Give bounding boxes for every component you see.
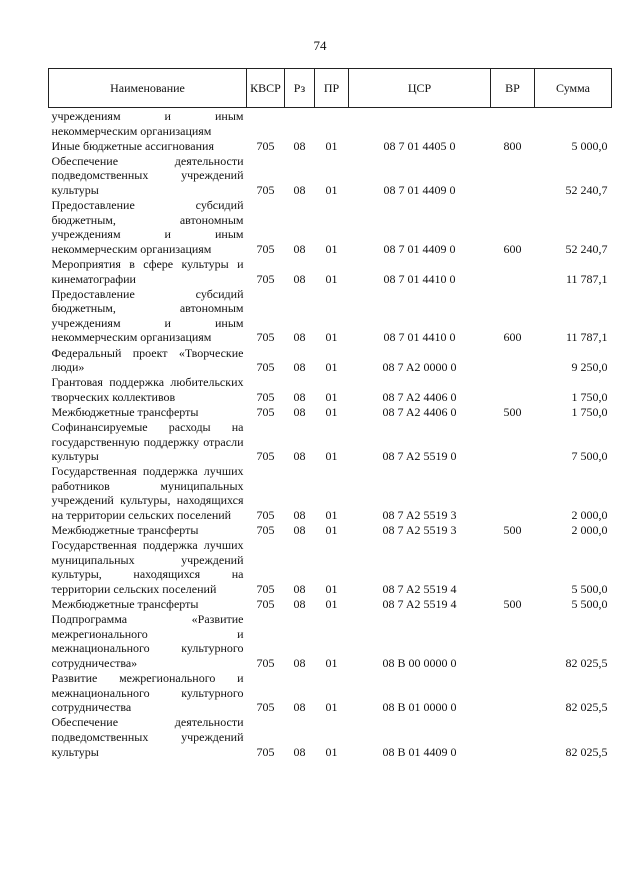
row-kvsr: 705 bbox=[256, 523, 275, 538]
row-pr bbox=[315, 108, 349, 139]
row-name-text: Софинансируемые расходы на государственную поддержку отрасли культуры bbox=[51, 419, 244, 464]
row-kvsr: 705 bbox=[256, 597, 275, 612]
row-sum: 11 787,1 bbox=[565, 271, 608, 286]
row-name-text: учреждениям и иным некоммерческим организациям bbox=[51, 109, 244, 138]
row-name-text: Межбюджетные трансферты bbox=[51, 597, 199, 612]
row-pr: 01 bbox=[325, 389, 338, 404]
table-row bbox=[49, 405, 612, 420]
row-pr: 01 bbox=[325, 182, 338, 197]
row-sum: 2 000,0 bbox=[571, 523, 608, 538]
row-pr: 01 bbox=[325, 582, 338, 596]
row-vr: 800 bbox=[503, 138, 522, 153]
column-header-pr: ПР bbox=[315, 69, 349, 108]
row-vr: 500 bbox=[503, 523, 522, 538]
row-name-text: Федеральный проект «Творческие люди» bbox=[51, 345, 244, 375]
row-vr bbox=[491, 154, 535, 198]
row-pr: 01 bbox=[325, 138, 338, 153]
row-rz: 08 bbox=[293, 655, 306, 670]
table-row bbox=[49, 346, 612, 376]
row-pr: 01 bbox=[325, 523, 338, 538]
row-rz: 08 bbox=[293, 597, 306, 612]
row-vr bbox=[491, 346, 535, 376]
row-kvsr: 705 bbox=[256, 744, 275, 759]
row-name-text: Мероприятия в сфере культуры и кинематографии bbox=[51, 256, 244, 286]
row-kvsr: 705 bbox=[256, 700, 275, 715]
row-vr bbox=[491, 671, 535, 715]
page-number: 74 bbox=[313, 38, 327, 53]
row-name bbox=[49, 597, 247, 612]
row-vr bbox=[491, 257, 535, 287]
row-csr: 08 B 01 4409 0 bbox=[382, 744, 457, 759]
row-name bbox=[49, 375, 247, 405]
row-name bbox=[49, 346, 247, 376]
row-rz: 08 bbox=[293, 700, 306, 715]
row-vr bbox=[491, 715, 535, 759]
row-name-text: Предоставление субсидий бюджетным, автономным учреждениям и иным некоммерческим организациям bbox=[51, 198, 244, 256]
table-row bbox=[49, 523, 612, 538]
row-kvsr: 705 bbox=[256, 508, 275, 523]
row-sum: 82 025,5 bbox=[565, 700, 608, 715]
row-name-text: Развитие межрегионального и межнационального культурного сотрудничества bbox=[51, 671, 244, 715]
row-name-text: Грантовая поддержка любительских творческих коллективов bbox=[51, 375, 244, 404]
row-sum: 82 025,5 bbox=[565, 744, 608, 759]
row-pr: 01 bbox=[325, 449, 338, 464]
row-kvsr: 705 bbox=[256, 389, 275, 404]
row-kvsr: 705 bbox=[256, 271, 275, 286]
row-vr bbox=[491, 420, 535, 464]
column-header-csr: ЦСР bbox=[349, 69, 491, 108]
row-kvsr: 705 bbox=[256, 404, 275, 419]
row-vr bbox=[491, 538, 535, 597]
row-pr: 01 bbox=[325, 700, 338, 715]
row-name-text: Государственная поддержка лучших работников муниципальных учреждений культуры, находящихся на территории сельских поселений bbox=[51, 464, 244, 523]
row-vr: 500 bbox=[503, 404, 522, 419]
row-rz: 08 bbox=[293, 360, 306, 375]
row-name bbox=[49, 464, 247, 523]
row-kvsr: 705 bbox=[256, 449, 275, 464]
row-name-text: Обеспечение деятельности подведомственных учреждений культуры bbox=[51, 153, 244, 197]
row-sum: 9 250,0 bbox=[571, 360, 608, 375]
table-row bbox=[49, 257, 612, 287]
row-sum: 1 750,0 bbox=[571, 404, 608, 419]
row-pr: 01 bbox=[325, 271, 338, 286]
row-vr: 600 bbox=[503, 330, 522, 345]
row-rz: 08 bbox=[293, 523, 306, 538]
row-pr: 01 bbox=[325, 241, 338, 256]
row-csr: 08 7 A2 5519 0 bbox=[382, 449, 457, 464]
column-header-sum: Сумма bbox=[535, 69, 612, 108]
row-sum: 2 000,0 bbox=[571, 508, 608, 523]
row-kvsr: 705 bbox=[256, 241, 275, 256]
row-vr bbox=[491, 464, 535, 523]
row-sum: 5 500,0 bbox=[571, 582, 608, 596]
column-header-rz: Рз bbox=[285, 69, 315, 108]
row-vr bbox=[491, 108, 535, 139]
table-body bbox=[49, 108, 612, 760]
row-sum: 1 750,0 bbox=[571, 389, 608, 404]
row-name bbox=[49, 405, 247, 420]
table-row bbox=[49, 715, 612, 759]
row-rz: 08 bbox=[293, 138, 306, 153]
budget-table bbox=[48, 68, 612, 760]
row-name bbox=[49, 523, 247, 538]
row-rz: 08 bbox=[293, 330, 306, 345]
row-sum: 82 025,5 bbox=[565, 655, 608, 670]
row-name bbox=[49, 139, 247, 154]
table-row bbox=[49, 671, 612, 715]
row-rz: 08 bbox=[293, 404, 306, 419]
row-name-text: Иные бюджетные ассигнования bbox=[51, 138, 214, 153]
row-csr: 08 7 01 4405 0 bbox=[383, 138, 456, 153]
table-row bbox=[49, 198, 612, 257]
row-name-text: Обеспечение деятельности подведомственных учреждений культуры bbox=[51, 715, 244, 759]
row-rz: 08 bbox=[293, 271, 306, 286]
row-pr: 01 bbox=[325, 360, 338, 375]
row-rz: 08 bbox=[293, 508, 306, 523]
row-pr: 01 bbox=[325, 404, 338, 419]
row-sum: 52 240,7 bbox=[565, 182, 608, 197]
row-name-text: Подпрограмма «Развитие межрегионального и межнационального культурного сотрудничества» bbox=[51, 612, 244, 670]
row-rz bbox=[285, 108, 315, 139]
table-header-row bbox=[49, 69, 612, 108]
row-csr: 08 B 00 0000 0 bbox=[382, 655, 457, 670]
row-kvsr: 705 bbox=[256, 138, 275, 153]
row-name bbox=[49, 612, 247, 671]
row-pr: 01 bbox=[325, 330, 338, 345]
table-row bbox=[49, 287, 612, 346]
row-rz: 08 bbox=[293, 744, 306, 759]
table-row bbox=[49, 108, 612, 139]
row-kvsr: 705 bbox=[256, 330, 275, 345]
row-csr bbox=[349, 108, 491, 139]
row-csr: 08 7 A2 5519 3 bbox=[382, 523, 457, 538]
row-csr: 08 7 01 4409 0 bbox=[383, 182, 456, 197]
row-sum: 5 500,0 bbox=[571, 597, 608, 612]
row-name-text: Предоставление субсидий бюджетным, автономным учреждениям и иным некоммерческим организациям bbox=[51, 286, 244, 345]
table-row bbox=[49, 597, 612, 612]
row-kvsr: 705 bbox=[256, 182, 275, 197]
row-name bbox=[49, 715, 247, 759]
column-header-kvsr: КВСР bbox=[247, 69, 285, 108]
row-name-text: Межбюджетные трансферты bbox=[51, 523, 199, 538]
row-name bbox=[49, 108, 247, 139]
row-name bbox=[49, 287, 247, 346]
row-pr: 01 bbox=[325, 597, 338, 612]
row-csr: 08 7 A2 4406 0 bbox=[382, 404, 457, 419]
row-csr: 08 7 01 4410 0 bbox=[383, 271, 456, 286]
table-row bbox=[49, 375, 612, 405]
row-pr: 01 bbox=[325, 508, 338, 523]
column-header-vr: ВР bbox=[491, 69, 535, 108]
row-sum bbox=[535, 108, 612, 139]
table-row bbox=[49, 420, 612, 464]
row-sum: 5 000,0 bbox=[571, 138, 608, 153]
row-name-text: Государственная поддержка лучших муниципальных учреждений культуры, находящихся на территории сельских поселений bbox=[51, 538, 244, 596]
row-csr: 08 7 A2 5519 3 bbox=[382, 508, 457, 523]
row-vr: 500 bbox=[503, 597, 522, 612]
row-csr: 08 7 01 4409 0 bbox=[383, 241, 456, 256]
row-name bbox=[49, 420, 247, 464]
row-vr: 600 bbox=[503, 241, 522, 256]
row-name bbox=[49, 154, 247, 198]
row-pr: 01 bbox=[325, 744, 338, 759]
row-rz: 08 bbox=[293, 449, 306, 464]
row-csr: 08 7 A2 5519 4 bbox=[382, 597, 457, 612]
row-csr: 08 B 01 0000 0 bbox=[382, 700, 457, 715]
table-row bbox=[49, 139, 612, 154]
row-name bbox=[49, 671, 247, 715]
table-row bbox=[49, 538, 612, 597]
row-pr: 01 bbox=[325, 655, 338, 670]
row-kvsr bbox=[247, 108, 285, 139]
row-kvsr: 705 bbox=[256, 582, 275, 596]
row-csr: 08 7 A2 5519 4 bbox=[382, 582, 457, 596]
row-csr: 08 7 01 4410 0 bbox=[383, 330, 456, 345]
row-rz: 08 bbox=[293, 389, 306, 404]
row-csr: 08 7 A2 4406 0 bbox=[382, 389, 457, 404]
row-sum: 7 500,0 bbox=[571, 449, 608, 464]
row-kvsr: 705 bbox=[256, 360, 275, 375]
table-row bbox=[49, 612, 612, 671]
row-sum: 11 787,1 bbox=[565, 330, 608, 345]
row-name-text: Межбюджетные трансферты bbox=[51, 404, 199, 419]
row-rz: 08 bbox=[293, 241, 306, 256]
row-name bbox=[49, 257, 247, 287]
row-kvsr: 705 bbox=[256, 655, 275, 670]
row-vr bbox=[491, 375, 535, 405]
table-row bbox=[49, 464, 612, 523]
column-header-name: Наименование bbox=[49, 69, 247, 108]
row-sum: 52 240,7 bbox=[565, 241, 608, 256]
row-vr bbox=[491, 612, 535, 671]
row-rz: 08 bbox=[293, 582, 306, 596]
row-rz: 08 bbox=[293, 182, 306, 197]
row-csr: 08 7 A2 0000 0 bbox=[382, 360, 457, 375]
row-name bbox=[49, 538, 247, 597]
table-row bbox=[49, 154, 612, 198]
row-name bbox=[49, 198, 247, 257]
